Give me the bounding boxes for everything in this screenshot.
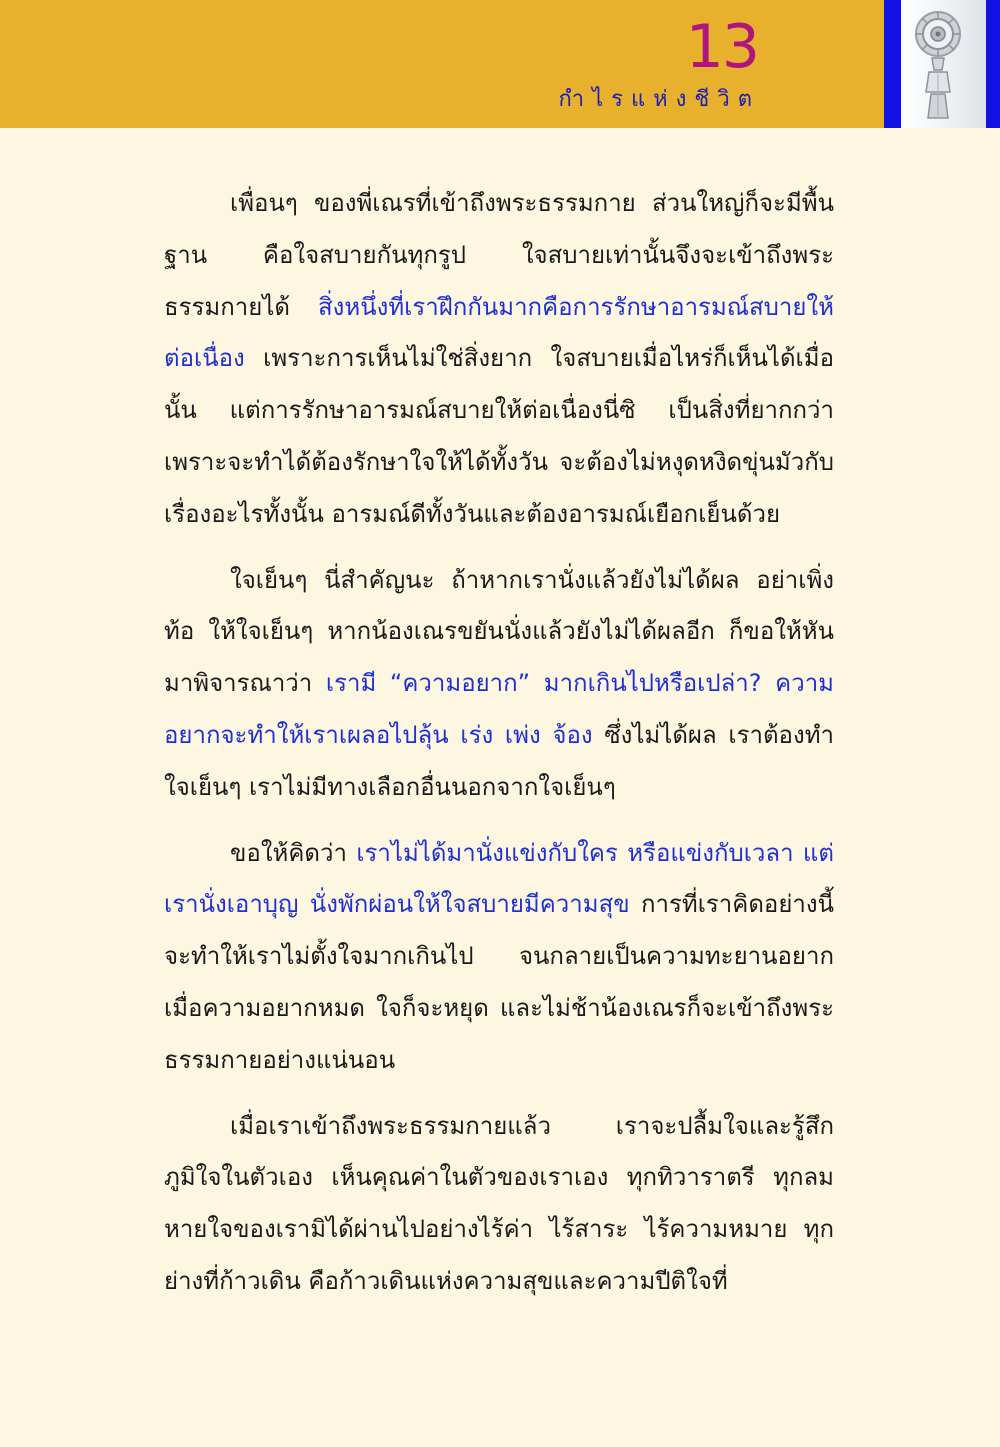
paragraph	[164, 1101, 834, 1308]
body-text: เพราะการเห็นไม่ใช่สิ่งยาก ใจสบายเมื่อไหร่ก็เห็นได้เมื่อนั้น แต่การรักษาอารมณ์สบายให้ต่อเนื่องนี่ซิ เป็นสิ่งที่ยากกว่า เพราะจะทำได้ต้องรักษาใจให้ได้ทั้งวัน จะต้องไม่หงุดหงิดขุ่นมัวกับเรื่องอะไรทั้งนั้น อารมณ์ดีทั้งวันและต้องอารมณ์เยือกเย็นด้วย	[164, 344, 834, 528]
header-band	[0, 0, 884, 128]
page-number: 13	[685, 12, 758, 82]
left-blue-stripe	[884, 0, 901, 128]
body-text: ใจเย็นๆ นี่สำคัญนะ ถ้าหากเรานั่งแล้วยังไม่ได้ผล อย่าเพิ่งท้อ ให้ใจเย็นๆ หากน้องเณรขยันนั่งแล้วยังไม่ได้ผลอีก ก็ขอให้หันมาพิจารณาว่า	[164, 565, 834, 698]
article-body	[164, 178, 834, 1322]
right-blue-stripe	[986, 0, 1000, 128]
body-text: เพื่อนๆ ของพี่เณรที่เข้าถึงพระธรรมกาย ส่วนใหญ่ก็จะมีพื้นฐาน คือใจสบายกันทุกรูป ใจสบายเท่านั้นจึงจะเข้าถึงพระธรรมกายได้	[164, 189, 834, 321]
body-text: ซึ่งไม่ได้ผล เราต้องทำใจเย็นๆ เราไม่มีทางเลือกอื่นนอกจากใจเย็นๆ	[164, 720, 834, 801]
body-text: ขอให้คิดว่า	[230, 838, 357, 867]
paragraph	[164, 828, 834, 1087]
book-title: กำไรแห่งชีวิต	[558, 87, 760, 112]
dharma-emblem-icon	[901, 0, 986, 128]
emblem-panel	[901, 0, 986, 128]
body-text: การที่เราคิดอย่างนี้จะทำให้เราไม่ตั้งใจมากเกินไป จนกลายเป็นความทะยานอยาก เมื่อความอยากหมด ใจก็จะหยุด และไม่ช้าน้องเณรก็จะเข้าถึงพระธรรมกายอย่างแน่นอน	[164, 890, 835, 1074]
highlighted-text: เรามี “ความอยาก” มากเกินไปหรือเปล่า? ความอยากจะทำให้เราเผลอไปลุ้น เร่ง เพ่ง จ้อง	[164, 669, 834, 749]
highlighted-text: สิ่งหนึ่งที่เราฝึกกันมากคือการรักษาอารมณ์สบายให้ต่อเนื่อง	[164, 292, 834, 373]
paragraph	[164, 555, 834, 814]
body-text: เมื่อเราเข้าถึงพระธรรมกายแล้ว เราจะปลื้มใจและรู้สึกภูมิใจในตัวเอง เห็นคุณค่าในตัวของเราเอง ทุกทิวาราตรี ทุกลมหายใจของเรามิได้ผ่านไปอย่างไร้ค่า ไร้สาระ ไร้ความหมาย ทุกย่างที่ก้าวเดิน คือก้าวเดินแห่งความสุขและความปีติใจที่	[164, 1111, 834, 1295]
highlighted-text: เราไม่ได้มานั่งแข่งกับใคร หรือแข่งกับเวลา แต่เรานั่งเอาบุญ นั่งพักผ่อนให้ใจสบายมีความสุข	[164, 838, 834, 919]
paragraph	[164, 178, 834, 541]
